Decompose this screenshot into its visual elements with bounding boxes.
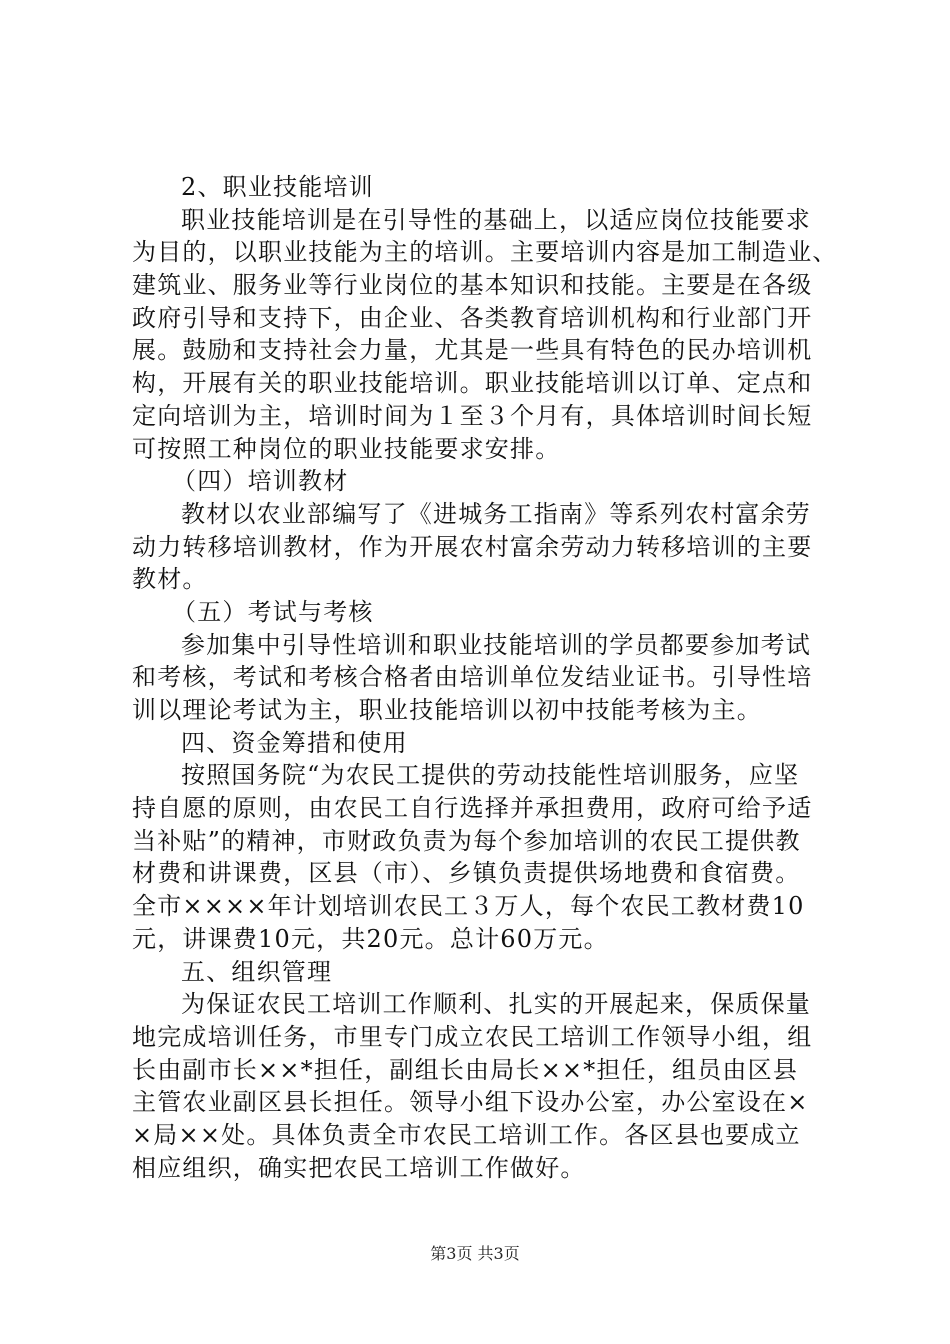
text-line: 和考核，考试和考核合格者由培训单位发结业证书。引导性培 (132, 663, 813, 692)
text-line: 为目的，以职业技能为主的培训。主要培训内容是加工制造业、 (132, 238, 838, 267)
text-line: 展。鼓励和支持社会力量，尤其是一些具有特色的民办培训机 (132, 336, 813, 365)
text-line: ×局××处。具体负责全市农民工培训工作。各区县也要成立 (132, 1120, 801, 1149)
page-footer: 第3页 共3页 (430, 1244, 520, 1263)
text-line: 长由副市长××*担任，副组长由局长××*担任，组员由区县 (132, 1055, 799, 1084)
text-line: 相应组织，确实把农民工培训工作做好。 (132, 1153, 586, 1182)
text-line: 持自愿的原则，由农民工自行选择并承担费用，政府可给予适 (132, 794, 813, 823)
text-line: 材费和讲课费，区县（市）、乡镇负责提供场地费和食宿费。 (132, 859, 801, 888)
section-heading: 2、职业技能培训 (181, 173, 374, 201)
section-heading: 五、组织管理 (181, 957, 333, 986)
body-text (132, 171, 838, 1184)
text-line: 教材以农业部编写了《进城务工指南》等系列农村富余劳 (181, 499, 811, 528)
text-line: 按照国务院“为农民工提供的劳动技能性培训服务，应坚 (181, 761, 800, 790)
section-heading: （四）培训教材 (172, 467, 349, 496)
text-line: 当补贴”的精神，市财政负责为每个参加培训的农民工提供教 (132, 826, 801, 855)
text-line: 参加集中引导性培训和职业技能培训的学员都要参加考试 (181, 630, 811, 659)
text-line: 定向培训为主，培训时间为１至３个月有，具体培训时间长短 (132, 401, 813, 430)
text-line: 训以理论考试为主，职业技能培训以初中技能考核为主。 (132, 696, 762, 724)
text-line: 全市××××年计划培训农民工３万人，每个农民工教材费10 (132, 892, 805, 921)
text-line: 可按照工种岗位的职业技能要求安排。 (132, 434, 561, 463)
section-heading: 四、资金筹措和使用 (181, 728, 408, 757)
text-line: 地完成培训任务，市里专门成立农民工培训工作领导小组，组 (132, 1022, 813, 1051)
text-line: 构，开展有关的职业技能培训。职业技能培训以订单、定点和 (132, 369, 813, 398)
text-line: 职业技能培训是在引导性的基础上，以适应岗位技能要求 (181, 205, 811, 234)
text-line: 元，讲课费10元，共20元。总计60万元。 (132, 924, 609, 953)
text-line: 主管农业副区县长担任。领导小组下设办公室，办公室设在× (132, 1088, 809, 1117)
text-line: 教材。 (132, 565, 208, 594)
text-line: 建筑业、服务业等行业岗位的基本知识和技能。主要是在各级 (132, 271, 813, 300)
text-line: 政府引导和支持下，由企业、各类教育培训机构和行业部门开 (132, 303, 813, 332)
section-heading: （五）考试与考核 (172, 597, 374, 626)
text-line: 动力转移培训教材，作为开展农村富余劳动力转移培训的主要 (132, 532, 813, 561)
text-line: 为保证农民工培训工作顺利、扎实的开展起来，保质保量 (181, 990, 811, 1019)
